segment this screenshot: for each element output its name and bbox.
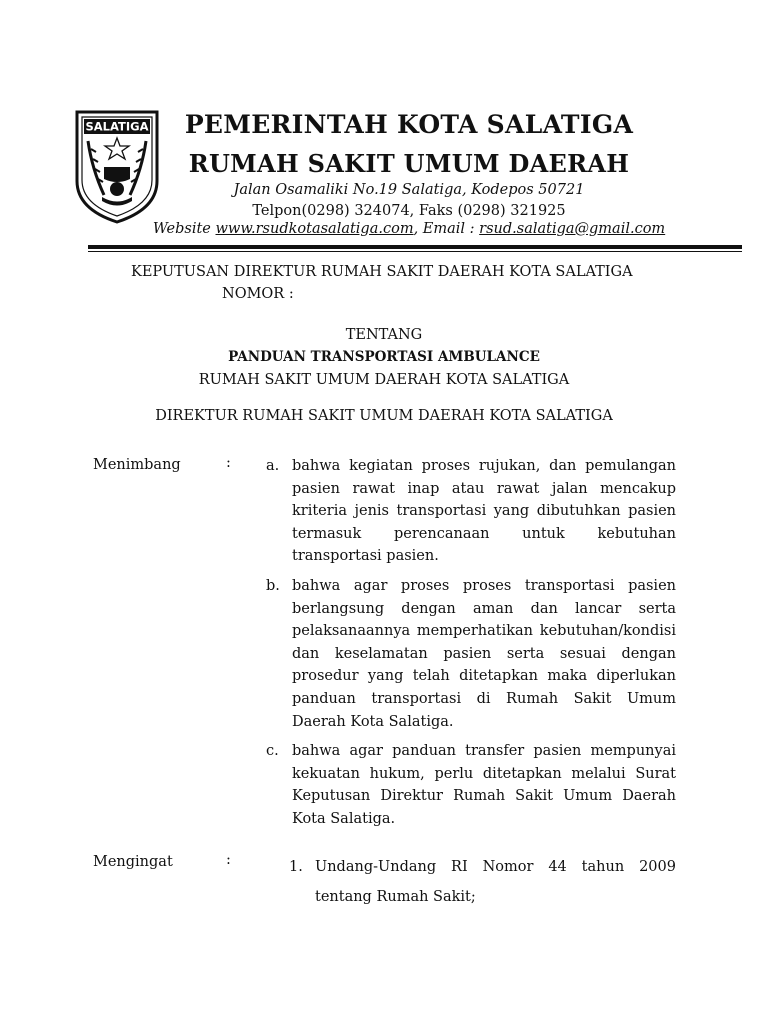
government-title: PEMERINTAH KOTA SALATIGA [184,110,634,139]
item-marker: a. [266,458,280,474]
decree-number-label: NOMOR : [222,286,294,302]
decree-subject: PANDUAN TRANSPORTASI AMBULANCE [228,349,540,365]
item-text: bahwa agar proses proses transportasi pasien berlangsung dengan aman dan lancar serta pelaksanaannya memperhatikan kebutuhan/kondisi dan keselamatan pasien serta sesuai dengan prosedur yang telah ditetapkan maka diperlukan panduan transportasi di Rumah Sakit Umum Daerah Kota Salatiga. [292,578,676,730]
menimbang-label: Menimbang [93,457,181,473]
website-link[interactable]: www.rsudkotasalatiga.com [215,221,414,237]
decree-director: DIREKTUR RUMAH SAKIT UMUM DAERAH KOTA SALATIGA [155,408,613,424]
header-divider [88,245,742,249]
website-label: Website [152,221,216,237]
decree-heading: KEPUTUSAN DIREKTUR RUMAH SAKIT DAERAH KOTA SALATIGA [131,264,633,280]
address-line: Jalan Osamaliki No.19 Salatiga, Kodepos 50721 [233,182,585,198]
decree-about: TENTANG [345,327,423,343]
hospital-title: RUMAH SAKIT UMUM DAERAH [188,149,630,178]
email-link[interactable]: rsud.salatiga@gmail.com [479,221,666,237]
mengingat-colon: : [226,852,231,868]
list-item [289,852,676,912]
logo-label: SALATIGA [85,119,149,134]
decree-institution: RUMAH SAKIT UMUM DAERAH KOTA SALATIGA [198,372,570,388]
menimbang-colon: : [226,455,231,471]
item-marker: b. [266,578,280,594]
phone-line: Telpon(0298) 324074, Faks (0298) 321925 [252,203,566,219]
contact-line [0,221,768,237]
email-label: , Email : [413,221,480,237]
item-marker: c. [266,743,279,759]
item-marker: 1. [289,859,303,875]
item-text: Undang-Undang RI Nomor 44 tahun 2009 tentang Rumah Sakit; [315,859,676,905]
item-text: bahwa agar panduan transfer pasien mempunyai kekuatan hukum, perlu ditetapkan melalui Surat Keputusan Direktur Rumah Sakit Umum Daerah Kota Salatiga. [292,743,676,827]
list-item [266,455,676,568]
list-item [266,575,676,733]
header-divider-thin [88,251,742,252]
list-item [266,740,676,830]
mengingat-label: Mengingat [93,854,173,870]
item-text: bahwa kegiatan proses rujukan, dan pemulangan pasien rawat inap atau rawat jalan mencakup kriteria jenis transportasi yang dibutuhkan pasien termasuk perencanaan untuk kebutuhan transportasi pasien. [292,458,676,565]
